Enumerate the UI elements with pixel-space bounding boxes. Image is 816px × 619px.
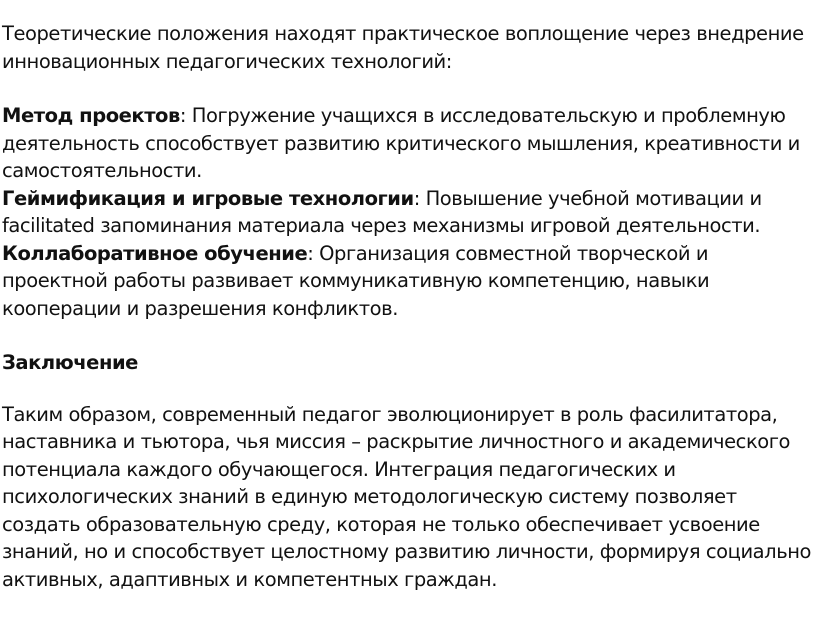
term-gamification: Геймификация и игровые технологии (2, 186, 414, 210)
intro-paragraph: Теоретические положения находят практическое воплощение через внедрение инновационных педагогических технологий: (2, 22, 804, 73)
spacer (2, 75, 814, 102)
text-gamification: : Повышение учебной мотивации и facilitated запоминания материала через механизмы игровой деятельности. (2, 186, 762, 237)
spacer (2, 322, 814, 349)
term-projects: Метод проектов (2, 104, 180, 127)
list-item-gamification (2, 185, 814, 240)
list-item-collaborative (2, 240, 814, 323)
term-collaborative: Коллаборативное обучение (2, 241, 308, 265)
conclusion-paragraph: Таким образом, современный педагог эволюционирует в роль фасилитатора, наставника и тьютора, чья миссия – раскрытие личностного и академического потенциала каждого обучающегося. Интеграция педагогических и психологических знаний в единую методологическую систему позволяет создать образовательную среду, которая не только обеспечивает усвоение знаний, но и способствует целостному развитию личности, формируя социально активных, адаптивных и компетентных граждан. (2, 402, 812, 591)
text-collaborative: : Организация совместной творческой и проектной работы развивает коммуникативную компетенцию, навыки кооперации и разрешения конфликтов. (2, 241, 710, 320)
list-item-projects (2, 102, 814, 185)
text-projects: : Погружение учащихся в исследовательскую и проблемную деятельность способствует развитию критического мышления, креативности и самостоятельности. (2, 104, 800, 182)
conclusion-heading: Заключение (2, 351, 138, 374)
spacer (2, 377, 814, 401)
document-page (2, 20, 814, 593)
